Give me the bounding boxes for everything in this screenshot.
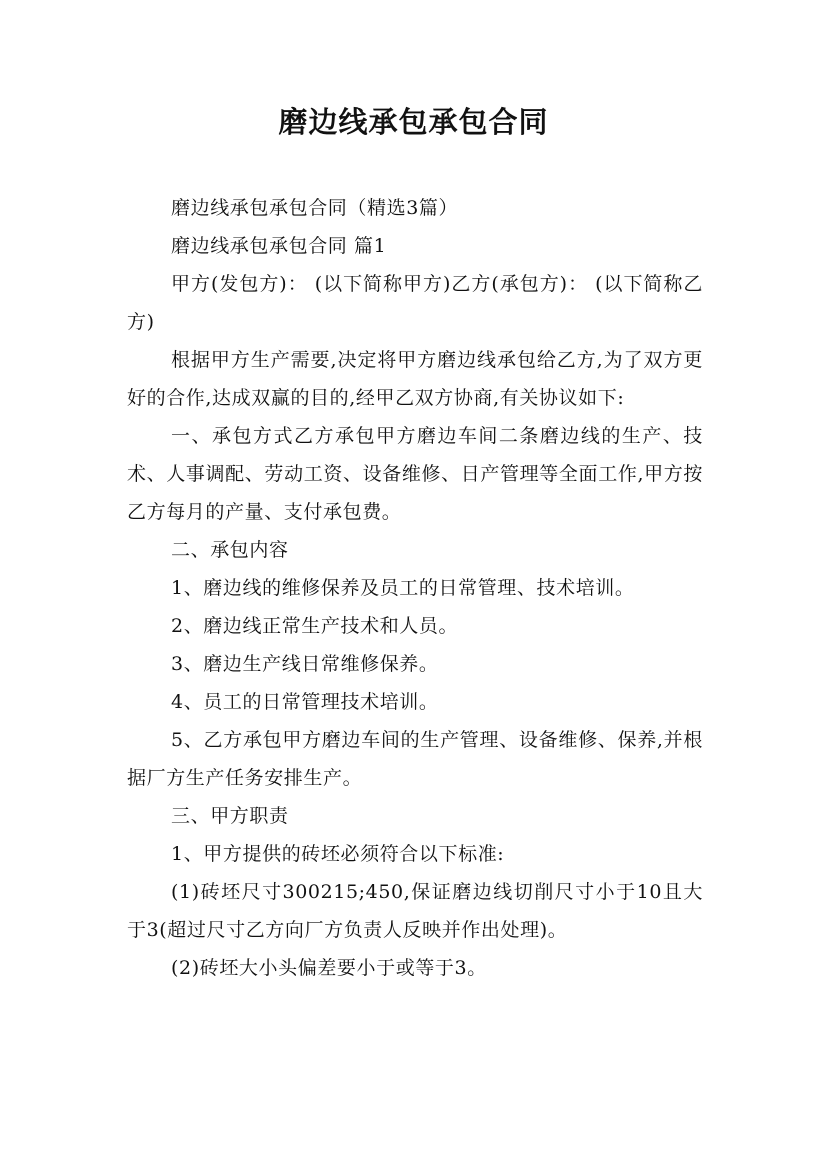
paragraph-item: 4、员工的日常管理技术培训。	[171, 691, 439, 713]
document-body	[127, 189, 703, 987]
paragraph-item: 1、磨边线的维修保养及员工的日常管理、技术培训。	[171, 577, 635, 599]
paragraph-section-1: 一、承包方式乙方承包甲方磨边车间二条磨边线的生产、技术、人事调配、劳动工资、设备维修、日产管理等全面工作,甲方按乙方每月的产量、支付承包费。	[127, 425, 703, 523]
paragraph-item: 3、磨边生产线日常维修保养。	[171, 653, 439, 675]
paragraph-item: 1、甲方提供的砖坯必须符合以下标准:	[171, 843, 505, 865]
paragraph-section-3-heading: 三、甲方职责	[171, 805, 289, 827]
paragraph-section-2-heading: 二、承包内容	[171, 539, 289, 561]
paragraph-item: 5、乙方承包甲方磨边车间的生产管理、设备维修、保养,并根据厂方生产任务安排生产。	[127, 729, 703, 789]
paragraph-chapter-heading: 磨边线承包承包合同 篇1	[171, 235, 387, 257]
paragraph-item: 2、磨边线正常生产技术和人员。	[171, 615, 459, 637]
document-title: 磨边线承包承包合同	[278, 105, 549, 139]
paragraph-preamble: 根据甲方生产需要,决定将甲方磨边线承包给乙方,为了双方更好的合作,达成双赢的目的,经甲乙双方协商,有关协议如下:	[127, 349, 703, 409]
paragraph-parties: 甲方(发包方)： (以下简称甲方)乙方(承包方)： (以下简称乙方)	[127, 273, 703, 333]
paragraph-subitem: (1)砖坯尺寸300215;450,保证磨边线切削尺寸小于10且大于3(超过尺寸乙方向厂方负责人反映并作出处理)。	[127, 881, 703, 941]
paragraph-subitem: (2)砖坯大小头偏差要小于或等于3。	[171, 957, 487, 979]
paragraph-intro: 磨边线承包承包合同（精选3篇）	[171, 197, 459, 219]
